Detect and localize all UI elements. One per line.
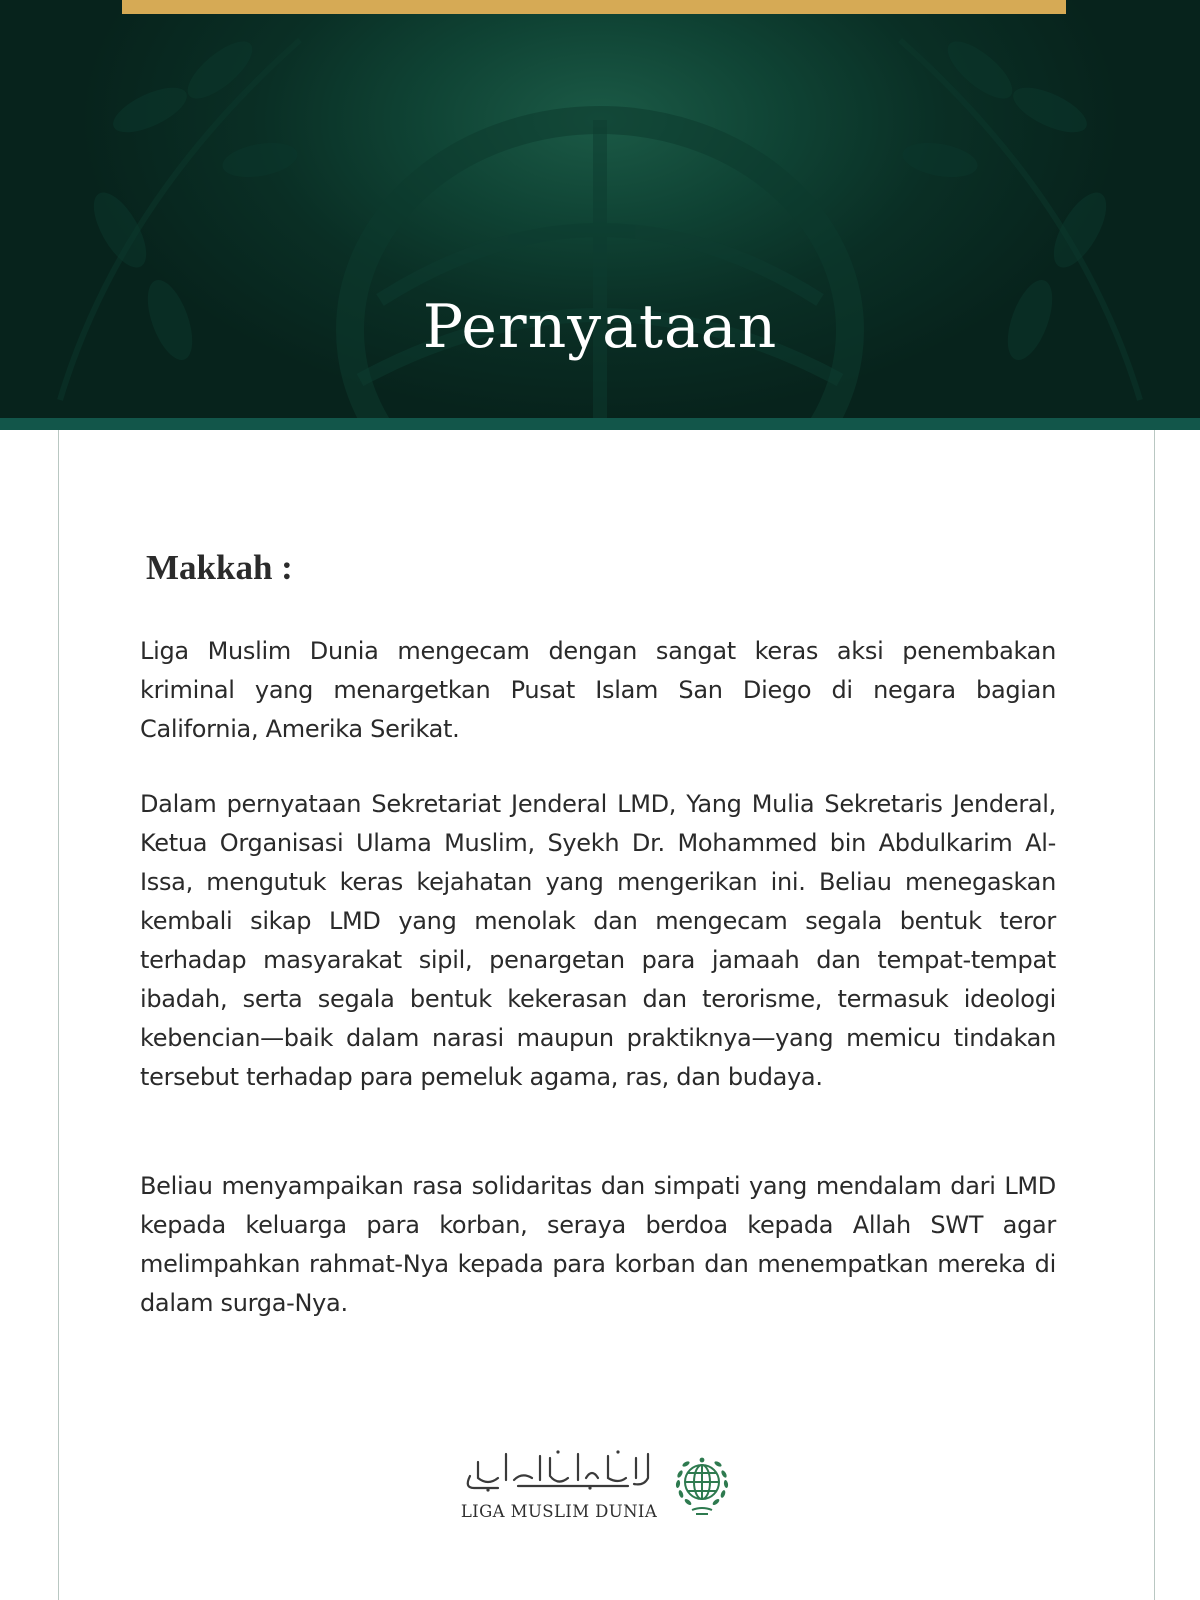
logo-wordmark: LIGA MUSLIM DUNIA	[460, 1502, 658, 1521]
page-title: Pernyataan	[422, 292, 778, 362]
header-banner	[0, 0, 1200, 418]
mwl-logo	[458, 1448, 758, 1524]
arabic-calligraphy-logo	[458, 1448, 658, 1492]
gold-accent-bar	[122, 0, 1066, 14]
statement-paragraph-1: Liga Muslim Dunia mengecam dengan sangat keras aksi penembakan kriminal yang menargetkan Pusat Islam San Diego di negara bagian California, Amerika Serikat.	[140, 637, 1056, 743]
location-dateline: Makkah :	[146, 548, 293, 587]
frame-border-right	[1154, 430, 1155, 1600]
frame-border-left	[58, 430, 59, 1600]
statement-paragraph-2: Dalam pernyataan Sekretariat Jenderal LMD, Yang Mulia Sekretaris Jenderal, Ketua Organisasi Ulama Muslim, Syekh Dr. Mohammed bin Abdulkarim Al-Issa, mengutuk keras kejahatan yang mengerikan ini. Beliau menegaskan kembali sikap LMD yang menolak dan mengecam segala bentuk teror terhadap masyarakat sipil, penargetan para jamaah dan tempat-tempat ibadah, serta segala bentuk kekerasan dan terorisme, termasuk ideologi kebencian—baik dalam narasi maupun praktiknya—yang memicu tindakan tersebut terhadap para pemeluk agama, ras, dan budaya.	[140, 790, 1056, 1091]
header-divider	[0, 418, 1200, 430]
globe-emblem-icon	[670, 1448, 734, 1524]
statement-paragraph-3: Beliau menyampaikan rasa solidaritas dan simpati yang mendalam dari LMD kepada keluarga para korban, seraya berdoa kepada Allah SWT agar melimpahkan rahmat-Nya kepada para korban dan menempatkan mereka di dalam surga-Nya.	[140, 1172, 1056, 1317]
